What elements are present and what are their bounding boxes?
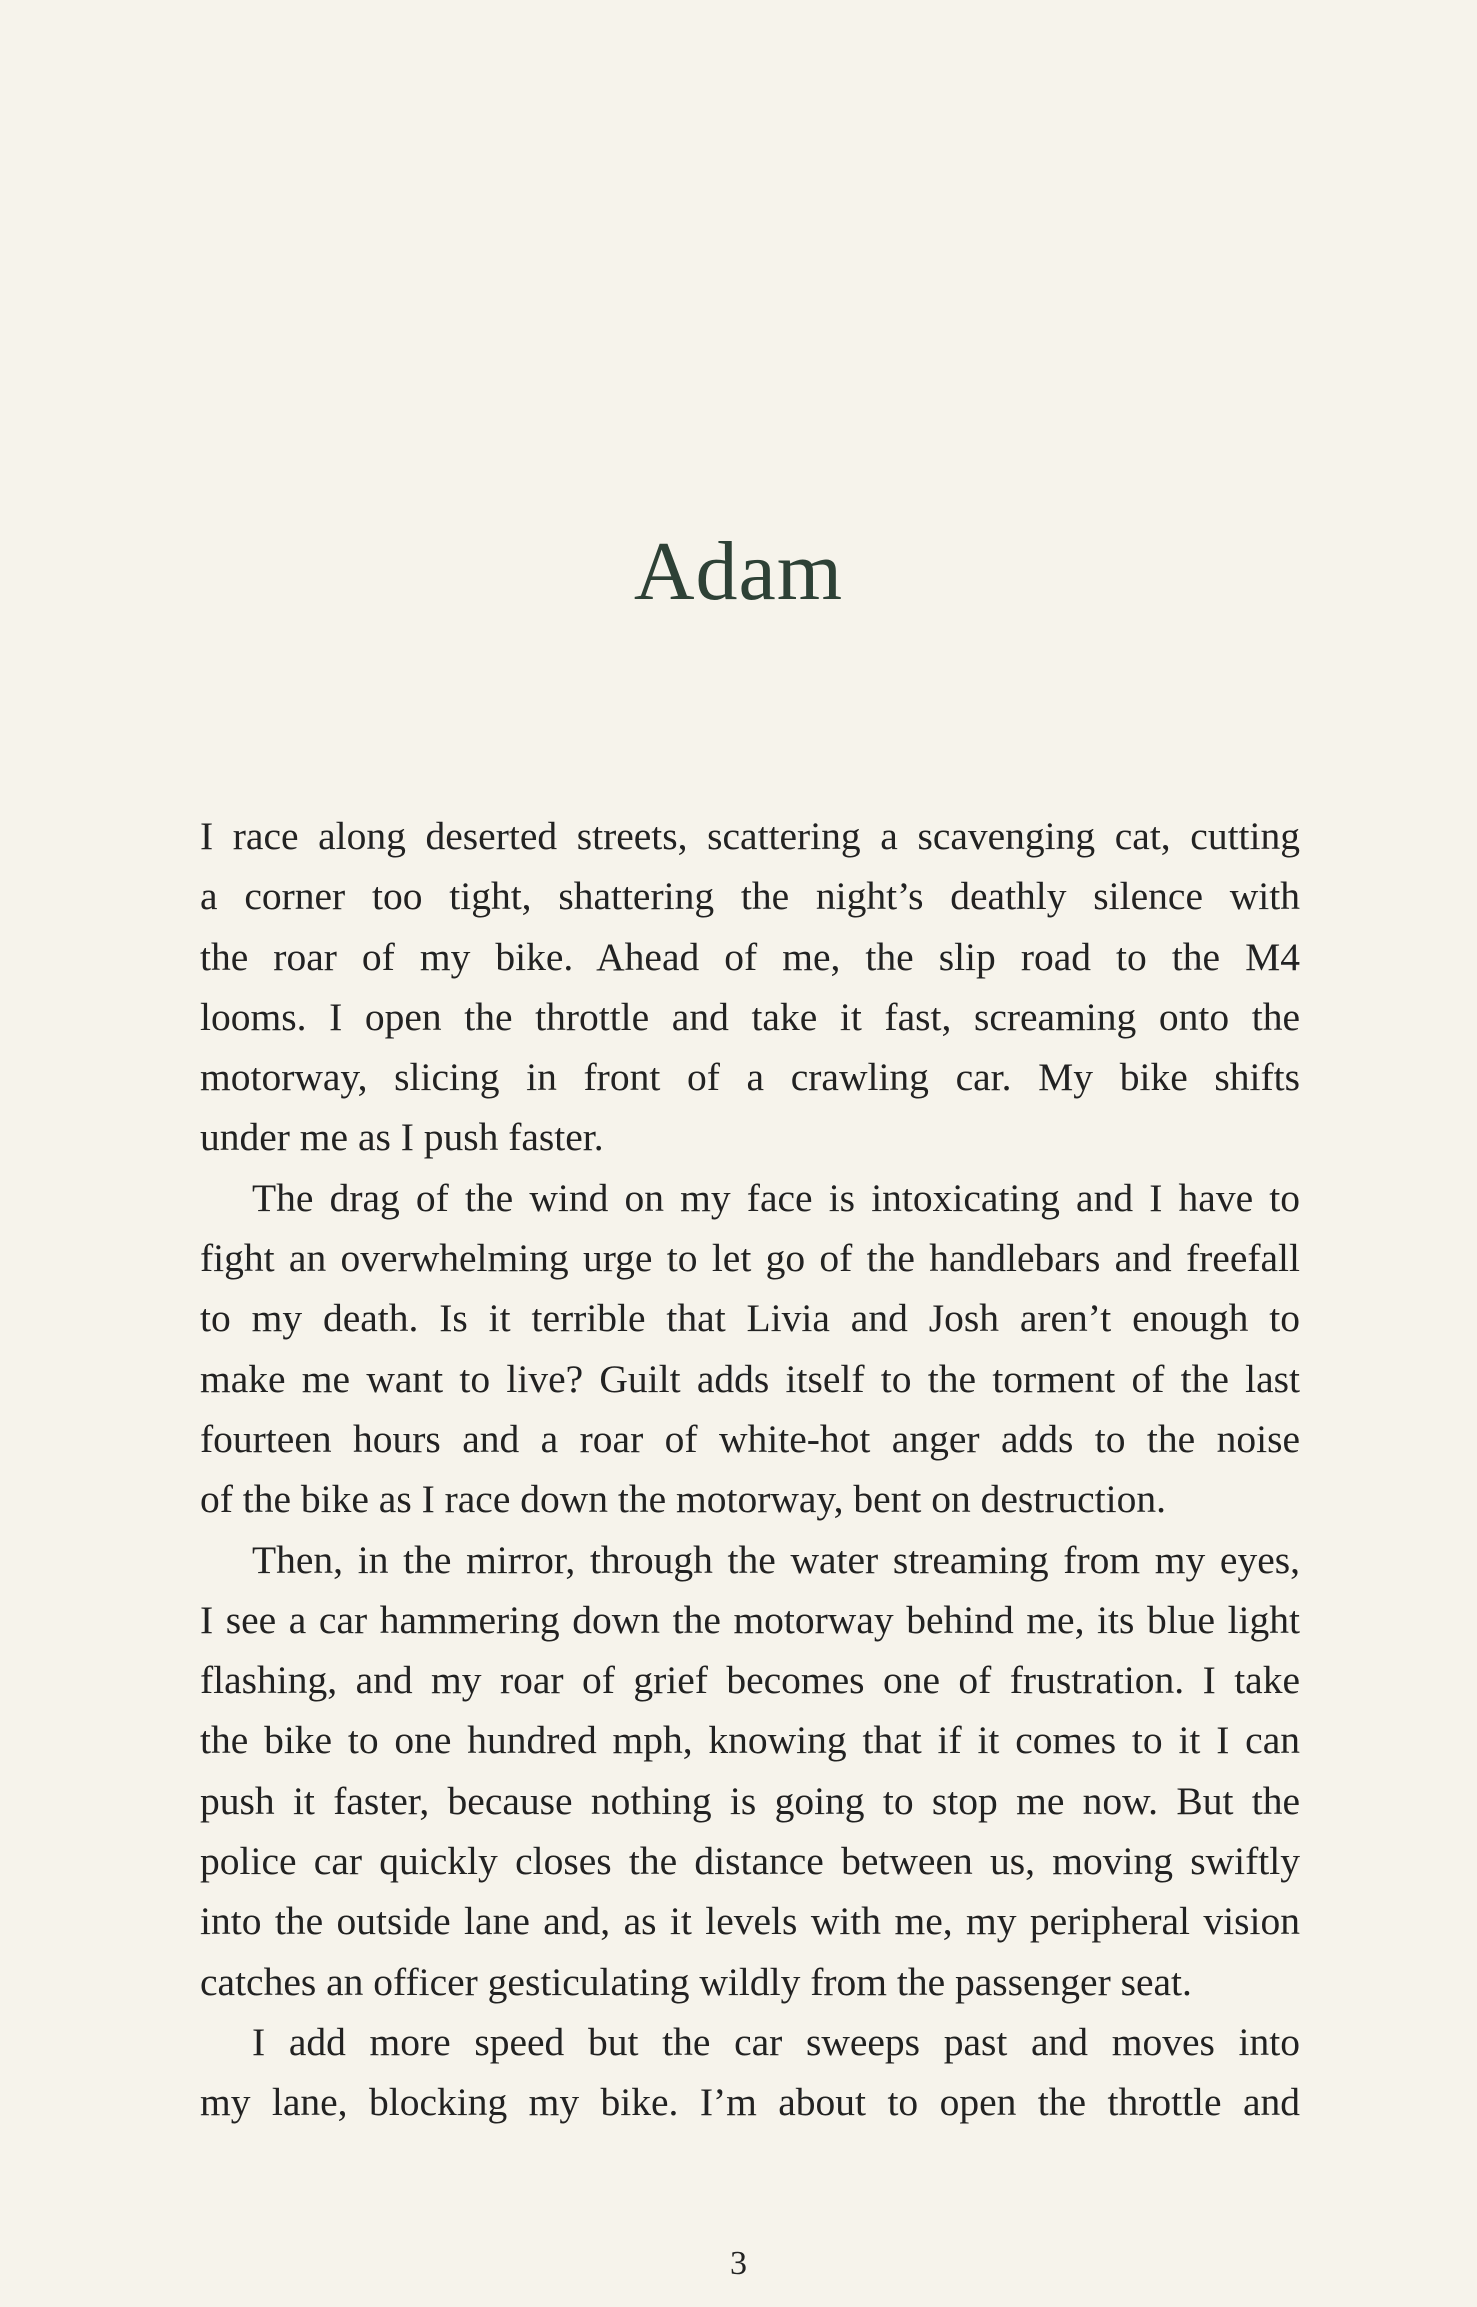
text-line: Then, in the mirror, through the water streaming from my eyes, xyxy=(252,1537,1300,1582)
text-line: the bike to one hundred mph, knowing that if it comes to it I can xyxy=(200,1718,1300,1763)
text-line: into the outside lane and, as it levels with me, my peripheral vision xyxy=(200,1899,1300,1944)
text-line: police car quickly closes the distance between us, moving swiftly xyxy=(200,1839,1300,1884)
paragraph xyxy=(200,1168,1300,1530)
text-line: of the bike as I race down the motorway, bent on destruction. xyxy=(200,1477,1166,1522)
page-number: 3 xyxy=(730,2245,747,2282)
text-line: fight an overwhelming urge to let go of the handlebars and freefall xyxy=(200,1236,1300,1281)
text-line: to my death. Is it terrible that Livia and Josh aren’t enough to xyxy=(200,1296,1300,1341)
chapter-title: Adam xyxy=(633,525,844,618)
text-line: flashing, and my roar of grief becomes one of frustration. I take xyxy=(200,1658,1300,1703)
paragraph xyxy=(200,806,1300,1168)
text-line: looms. I open the throttle and take it fast, screaming onto the xyxy=(200,994,1300,1039)
text-line: push it faster, because nothing is going to stop me now. But the xyxy=(200,1778,1300,1823)
paragraph xyxy=(200,1530,1300,2012)
text-line: the roar of my bike. Ahead of me, the slip road to the M4 xyxy=(200,934,1300,979)
text-line: fourteen hours and a roar of white-hot anger adds to the noise xyxy=(200,1416,1300,1461)
text-line: The drag of the wind on my face is intoxicating and I have to xyxy=(252,1175,1300,1220)
text-line: my lane, blocking my bike. I’m about to open the throttle and xyxy=(200,2080,1300,2125)
text-line: motorway, slicing in front of a crawling car. My bike shifts xyxy=(200,1055,1300,1100)
text-line: I add more speed but the car sweeps past and moves into xyxy=(252,2019,1300,2064)
paragraph xyxy=(200,2012,1300,2133)
text-line: I race along deserted streets, scattering a scavenging cat, cutting xyxy=(200,814,1300,858)
text-line: I see a car hammering down the motorway behind me, its blue light xyxy=(200,1597,1300,1642)
text-line: a corner too tight, shattering the night’s deathly silence with xyxy=(200,874,1300,919)
text-line: under me as I push faster. xyxy=(200,1115,604,1160)
body-text xyxy=(200,806,1300,2133)
text-line: make me want to live? Guilt adds itself to the torment of the last xyxy=(200,1356,1300,1401)
text-line: catches an officer gesticulating wildly from the passenger seat. xyxy=(200,1959,1192,2004)
